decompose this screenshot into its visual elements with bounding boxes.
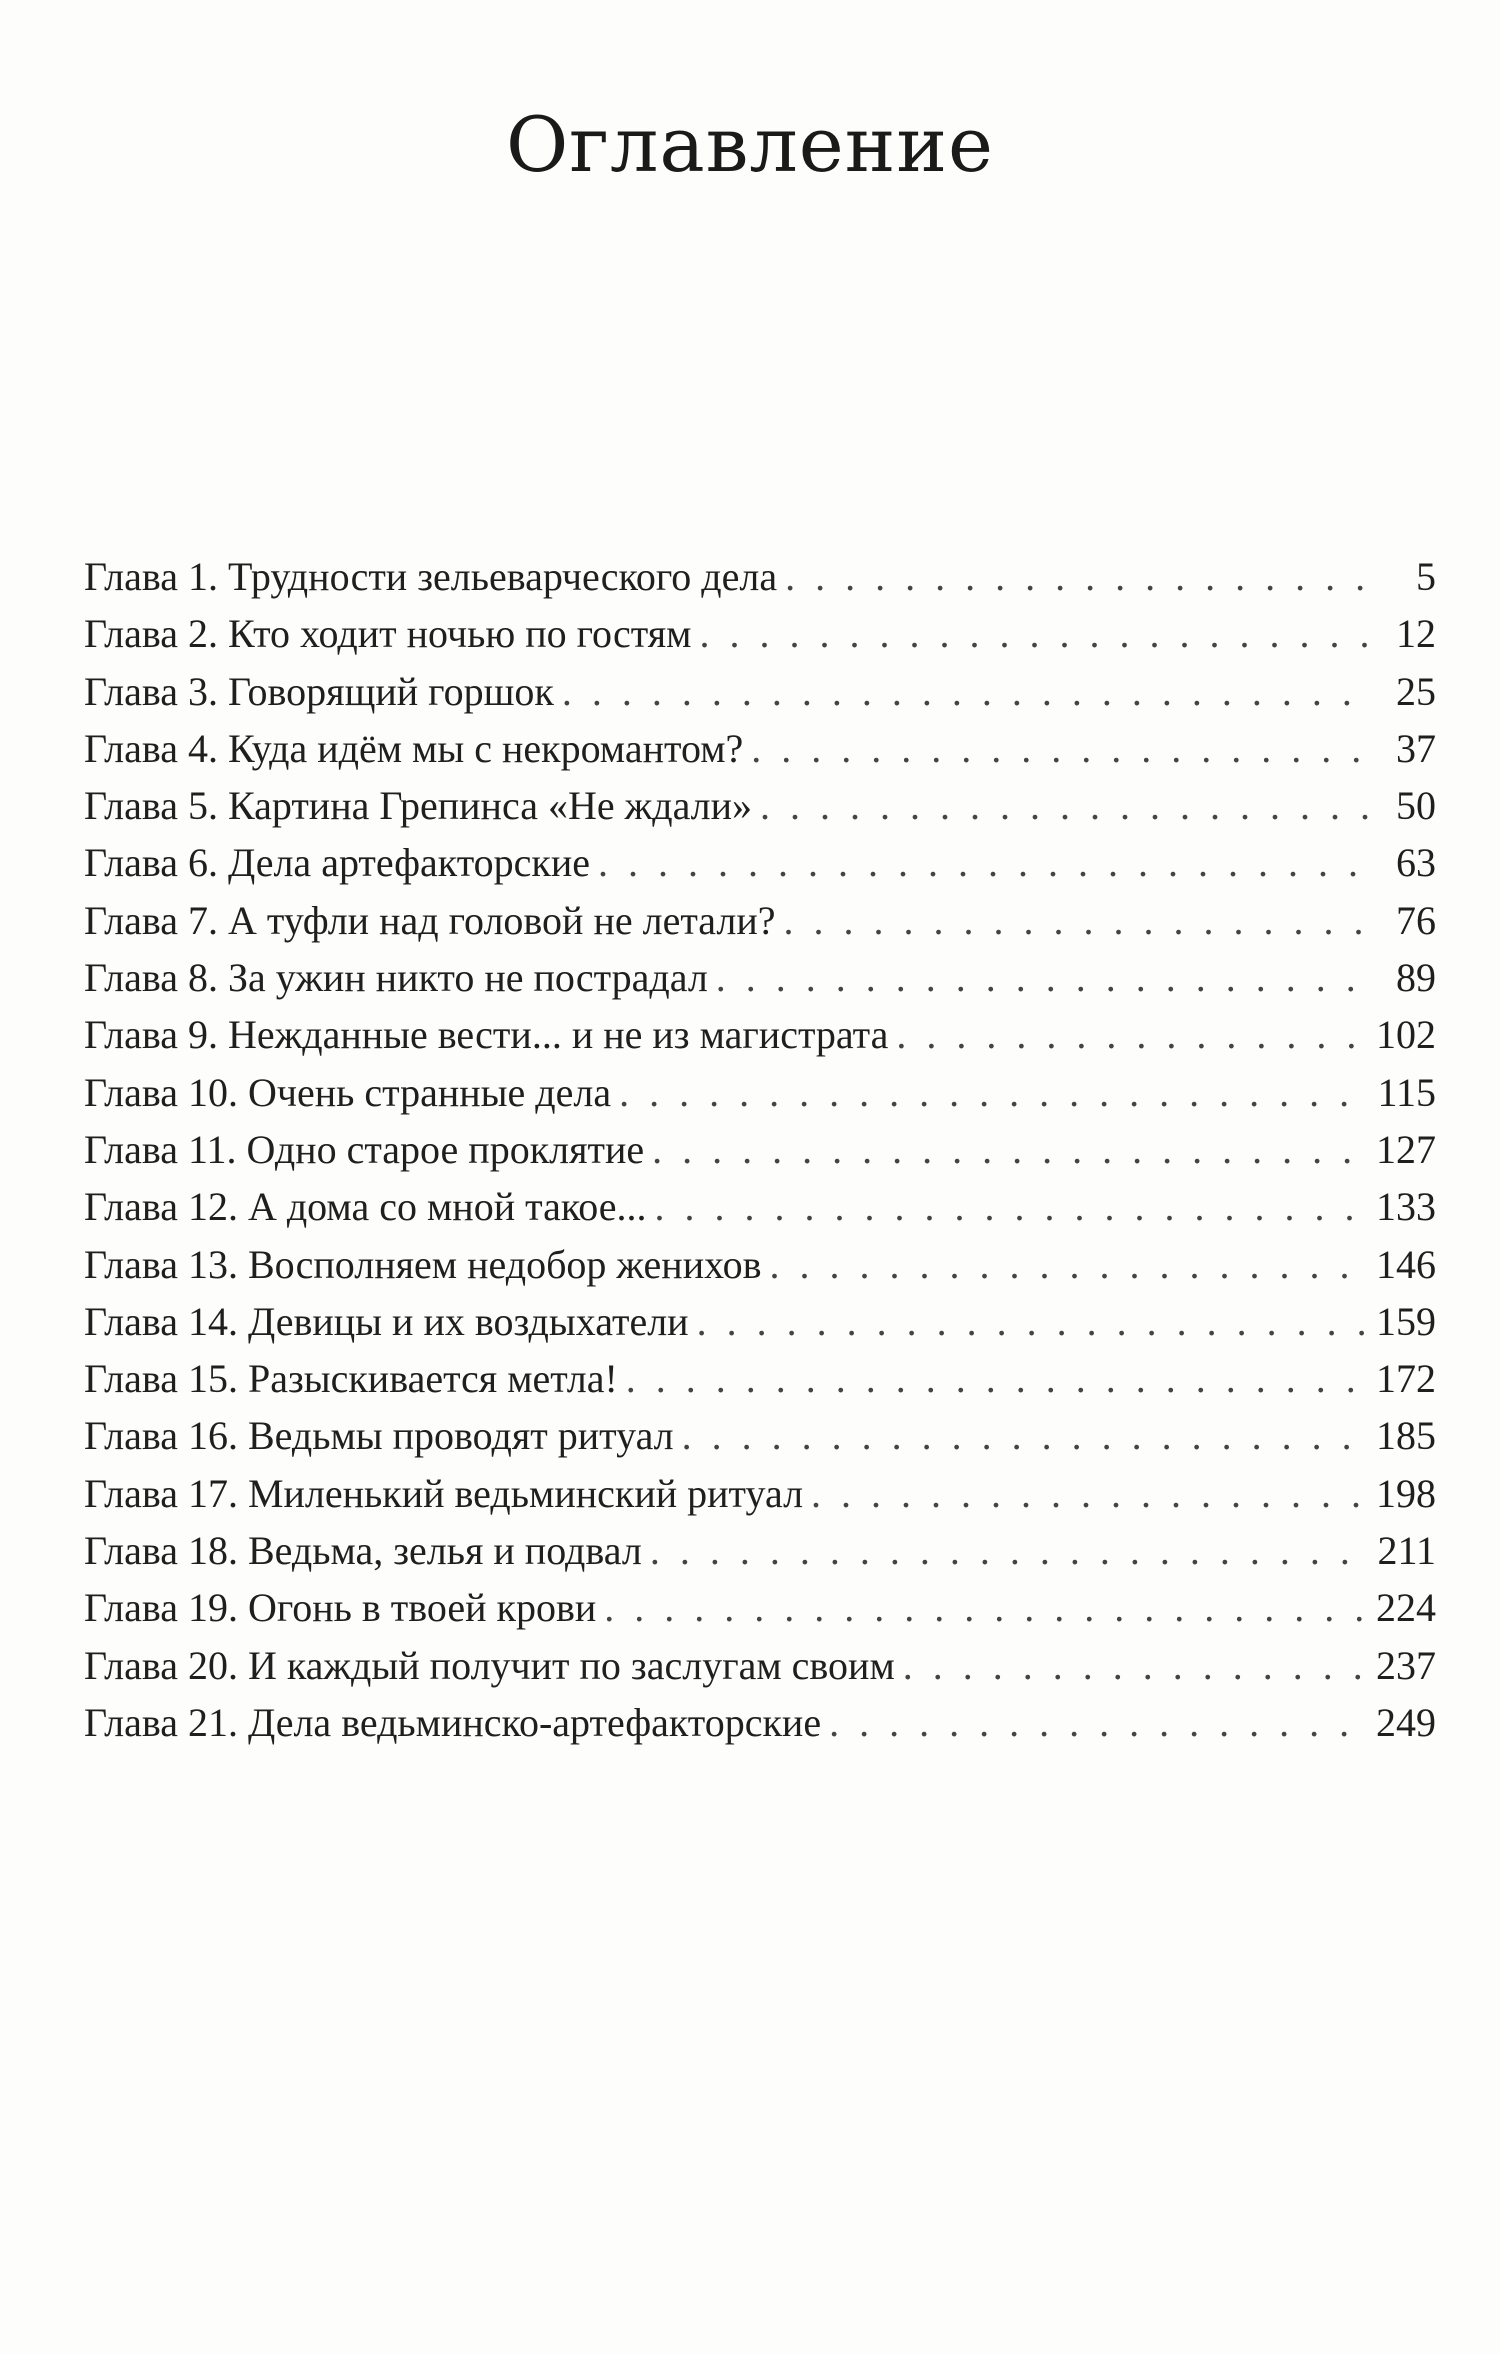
toc-entry-page: 172 [1376, 1356, 1436, 1402]
toc-entry-label: Глава 21. Дела ведьминско-артефакторские [84, 1699, 822, 1745]
toc-entry [84, 1064, 1436, 1121]
toc-entry-page: 63 [1396, 840, 1436, 886]
table-of-contents [84, 548, 1436, 1751]
toc-entry-page: 76 [1396, 897, 1436, 943]
toc-entry-label: Глава 16. Ведьмы проводят ритуал [84, 1413, 674, 1459]
dot-leader [604, 1579, 1368, 1636]
toc-entry [84, 949, 1436, 1006]
page-title: Оглавление [505, 100, 995, 189]
toc-entry-label: Глава 10. Очень странные дела [84, 1069, 612, 1115]
toc-entry [84, 1522, 1436, 1579]
toc-entry [84, 1694, 1436, 1751]
toc-entry [84, 1637, 1436, 1694]
toc-entry-page: 224 [1376, 1585, 1436, 1631]
toc-entry [84, 1293, 1436, 1350]
toc-entry [84, 1178, 1436, 1235]
dot-leader [699, 605, 1368, 662]
dot-leader [682, 1407, 1368, 1464]
toc-entry-page: 198 [1376, 1470, 1436, 1516]
toc-entry-label: Глава 20. И каждый получит по заслугам своим [84, 1642, 895, 1688]
toc-entry-page: 102 [1376, 1012, 1436, 1058]
toc-entry-label: Глава 13. Восполняем недобор женихов [84, 1241, 762, 1287]
toc-entry-page: 211 [1377, 1528, 1436, 1574]
toc-entry [84, 548, 1436, 605]
toc-entry [84, 605, 1436, 662]
toc-entry-page: 89 [1396, 955, 1436, 1001]
dot-leader [784, 892, 1368, 949]
dot-leader [652, 1121, 1368, 1178]
toc-entry-label: Глава 12. А дома со мной такое... [84, 1184, 647, 1230]
toc-entry [84, 663, 1436, 720]
dot-leader [626, 1350, 1368, 1407]
toc-entry [84, 1579, 1436, 1636]
toc-entry-page: 25 [1396, 668, 1436, 714]
toc-entry [84, 892, 1436, 949]
toc-entry [84, 720, 1436, 777]
toc-entry-page: 237 [1376, 1642, 1436, 1688]
toc-entry-page: 159 [1376, 1298, 1436, 1344]
dot-leader [598, 834, 1368, 891]
dot-leader [562, 663, 1368, 720]
dot-leader [785, 548, 1368, 605]
toc-entry-label: Глава 7. А туфли над головой не летали? [84, 897, 776, 943]
dot-leader [619, 1064, 1368, 1121]
toc-entry-label: Глава 11. Одно старое проклятие [84, 1126, 645, 1172]
dot-leader [697, 1293, 1368, 1350]
toc-entry-page: 146 [1376, 1241, 1436, 1287]
toc-entry-label: Глава 17. Миленький ведьминский ритуал [84, 1470, 804, 1516]
toc-entry [84, 1236, 1436, 1293]
toc-entry-label: Глава 9. Нежданные вести... и не из магистрата [84, 1012, 889, 1058]
toc-entry-page: 127 [1376, 1126, 1436, 1172]
toc-entry [84, 1006, 1436, 1063]
toc-entry-label: Глава 5. Картина Грепинса «Не ждали» [84, 783, 753, 829]
dot-leader [654, 1178, 1368, 1235]
toc-entry-label: Глава 18. Ведьма, зелья и подвал [84, 1528, 642, 1574]
dot-leader [896, 1006, 1368, 1063]
toc-entry-label: Глава 3. Говорящий горшок [84, 668, 554, 714]
dot-leader [760, 777, 1368, 834]
toc-entry-page: 37 [1396, 725, 1436, 771]
toc-entry-label: Глава 1. Трудности зельеварческого дела [84, 554, 778, 599]
toc-entry [84, 1350, 1436, 1407]
toc-entry-label: Глава 19. Огонь в твоей крови [84, 1585, 597, 1631]
toc-entry-label: Глава 14. Девицы и их воздыхатели [84, 1298, 689, 1344]
toc-entry [84, 1465, 1436, 1522]
dot-leader [829, 1694, 1368, 1751]
toc-entry [84, 1407, 1436, 1464]
toc-entry-label: Глава 6. Дела артефакторские [84, 840, 591, 886]
toc-entry-label: Глава 8. За ужин никто не пострадал [84, 955, 708, 1001]
toc-entry-label: Глава 2. Кто ходит ночью по гостям [84, 611, 692, 657]
toc-entry-page: 50 [1396, 783, 1436, 829]
dot-leader [751, 720, 1368, 777]
dot-leader [903, 1637, 1368, 1694]
toc-entry [84, 1121, 1436, 1178]
toc-entry-page: 115 [1377, 1069, 1436, 1115]
toc-entry-page: 12 [1396, 611, 1436, 657]
toc-entry-label: Глава 15. Разыскивается метла! [84, 1356, 618, 1402]
toc-entry [84, 777, 1436, 834]
toc-entry-page: 249 [1376, 1699, 1436, 1745]
dot-leader [769, 1236, 1368, 1293]
dot-leader [716, 949, 1368, 1006]
toc-entry-label: Глава 4. Куда идём мы с некромантом? [84, 725, 744, 771]
dot-leader [811, 1465, 1368, 1522]
dot-leader [650, 1522, 1368, 1579]
toc-entry-page: 133 [1376, 1184, 1436, 1230]
toc-entry-page: 5 [1416, 554, 1436, 599]
toc-entry-page: 185 [1376, 1413, 1436, 1459]
toc-entry [84, 834, 1436, 891]
